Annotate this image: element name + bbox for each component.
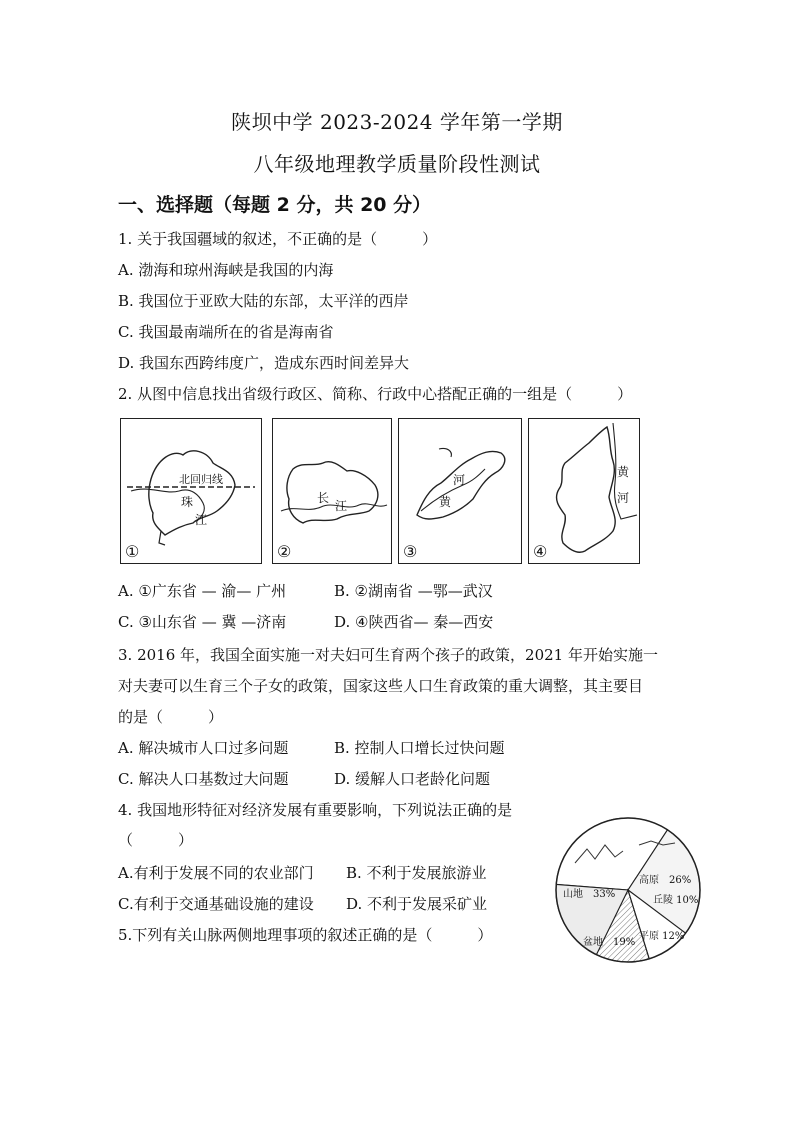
pie-label-mountain: 山地 33%: [563, 889, 616, 900]
q1-option-a: A. 渤海和琼州海峡是我国的内海: [118, 261, 334, 279]
map2-number: ②: [277, 542, 292, 561]
map4-label-huang: 黄: [617, 465, 630, 479]
pie-label-plateau: 高原 26%: [639, 875, 692, 886]
terrain-pie-chart: [553, 815, 703, 965]
section-heading: 一、选择题（每题 2 分，共 20 分）: [118, 194, 432, 216]
pie-label-plain: 平原 12%: [639, 931, 685, 942]
q4-option-b: B. 不利于发展旅游业: [346, 864, 487, 882]
q4-option-a: A.有利于发展不同的农业部门: [118, 864, 314, 882]
q2-stem: 2. 从图中信息找出省级行政区、简称、行政中心搭配正确的一组是（ ）: [118, 385, 633, 403]
map-shandong: [398, 418, 522, 564]
q3-option-a: A. 解决城市人口过多问题: [118, 739, 289, 757]
map-hubei: [272, 418, 392, 564]
map4-number: ④: [533, 542, 548, 561]
q1-option-c: C. 我国最南端所在的省是海南省: [118, 323, 334, 341]
exam-subtitle: 八年级地理教学质量阶段性测试: [253, 152, 541, 176]
q1-stem: 1. 关于我国疆域的叙述，不正确的是（ ）: [118, 230, 438, 248]
map-guangdong: [120, 418, 262, 564]
map1-label-zhu: 珠: [181, 495, 194, 509]
map2-label-jiang: 江: [335, 499, 348, 513]
exam-title: 陕坝中学 2023-2024 学年第一学期: [231, 110, 563, 134]
map4-label-he: 河: [617, 491, 630, 505]
q3-stem-line1: 3. 2016 年，我国全面实施一对夫妇可生育两个孩子的政策，2021 年开始实施一: [118, 646, 658, 664]
map2-label-chang: 长: [317, 491, 330, 505]
pie-label-hills: 丘陵 10%: [653, 895, 699, 906]
map3-number: ③: [403, 542, 418, 561]
q4-option-c: C.有利于交通基础设施的建设: [118, 895, 314, 913]
q2-option-d: D. ④陕西省— 秦—西安: [334, 613, 494, 631]
shandong-outline: [399, 419, 523, 565]
map3-label-huang: 黄: [439, 495, 452, 509]
map1-label-tropic: 北回归线: [179, 473, 223, 486]
map1-number: ①: [125, 542, 140, 561]
pie-label-basin: 盆地 19%: [583, 937, 636, 948]
q3-option-c: C. 解决人口基数过大问题: [118, 770, 289, 788]
q2-option-c: C. ③山东省 — 冀 —济南: [118, 613, 287, 631]
q3-stem-line3: 的是（ ）: [118, 708, 224, 726]
q3-option-d: D. 缓解人口老龄化问题: [334, 770, 491, 788]
map1-label-jiang: 江: [195, 513, 208, 527]
q4-stem: 4. 我国地形特征对经济发展有重要影响，下列说法正确的是: [118, 801, 513, 819]
q2-option-b: B. ②湖南省 —鄂—武汉: [334, 582, 493, 600]
q2-option-a: A. ①广东省 — 渝— 广州: [118, 582, 287, 600]
q3-stem-line2: 对夫妻可以生育三个子女的政策，国家这些人口生育政策的重大调整，其主要目: [118, 677, 644, 695]
q3-option-b: B. 控制人口增长过快问题: [334, 739, 505, 757]
q4-blank: （ ）: [118, 831, 194, 849]
q4-option-d: D. 不利于发展采矿业: [346, 895, 488, 913]
map-shaanxi: [528, 418, 640, 564]
q1-option-d: D. 我国东西跨纬度广，造成东西时间差异大: [118, 354, 410, 372]
q1-option-b: B. 我国位于亚欧大陆的东部，太平洋的西岸: [118, 292, 409, 310]
map3-label-he: 河: [453, 473, 466, 487]
guangdong-outline: [121, 419, 263, 565]
q5-stem: 5.下列有关山脉两侧地理事项的叙述正确的是（ ）: [118, 926, 493, 944]
